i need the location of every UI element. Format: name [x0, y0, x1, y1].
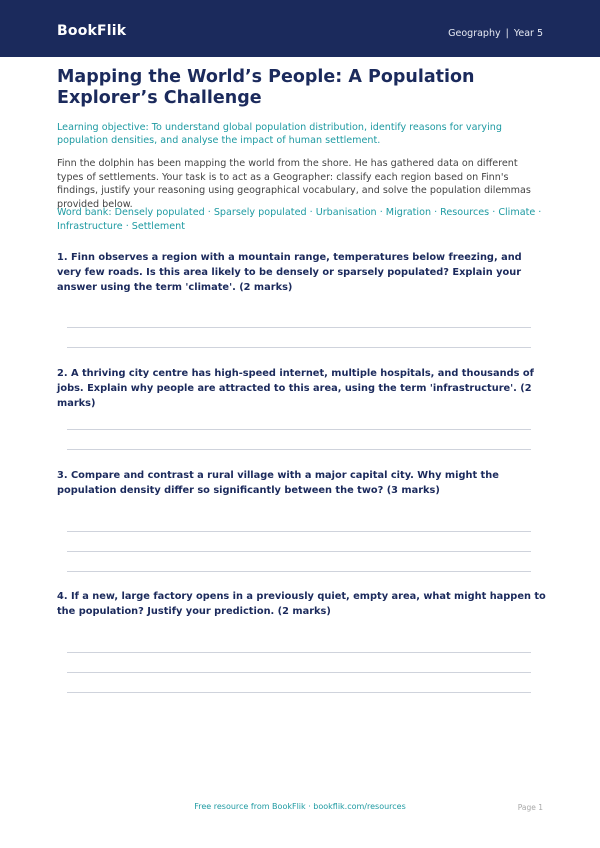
- question-4: 4. If a new, large factory opens in a previously quiet, empty area, what might happen to the population? Justify your prediction. (2 marks): [57, 591, 546, 617]
- brand-logo[interactable]: BookFlik: [57, 23, 127, 39]
- answer-line[interactable]: [67, 692, 531, 693]
- question-2: 2. A thriving city centre has high-speed internet, multiple hospitals, and thousands of jobs. Explain why people are attracted to this area, using the term 'infrastructure'. (2 marks): [57, 368, 534, 409]
- page-number: Page 1: [517, 803, 543, 812]
- subject-label: Geography: [448, 28, 501, 39]
- answer-line[interactable]: [67, 327, 531, 328]
- word-bank: Word bank: Densely populated · Sparsely populated · Urbanisation · Migration · Resources · Climate · Infrastructure · Settlement: [57, 207, 542, 232]
- question-1: 1. Finn observes a region with a mountain range, temperatures below freezing, and very few roads. Is this area likely to be densely or sparsely populated? Explain your answer using the term 'climate'. (2 marks): [57, 252, 522, 293]
- answer-line[interactable]: [67, 652, 531, 653]
- answer-line[interactable]: [67, 531, 531, 532]
- learning-objective: Learning objective: To understand global population distribution, identify reasons for varying population densities, and analyse the impact of human settlement.: [57, 122, 502, 146]
- answer-line[interactable]: [67, 347, 531, 348]
- year-label: Year 5: [513, 28, 543, 39]
- answer-line[interactable]: [67, 571, 531, 572]
- footer-resource-link[interactable]: Free resource from BookFlik · bookflik.com/resources: [194, 802, 406, 811]
- answer-line[interactable]: [67, 551, 531, 552]
- separator: |: [505, 28, 509, 39]
- answer-line[interactable]: [67, 672, 531, 673]
- header-meta: [448, 28, 543, 39]
- header-bar: [0, 0, 600, 57]
- question-3: 3. Compare and contrast a rural village with a major capital city. Why might the population density differ so significantly between the two? (3 marks): [57, 470, 499, 496]
- answer-line[interactable]: [67, 449, 531, 450]
- intro-paragraph: Finn the dolphin has been mapping the world from the shore. He has gathered data on different types of settlements. Your task is to act as a Geographer: classify each region based on Finn's findings, justify your reasoning using geographical vocabulary, and solve the population dilemmas provided below.: [57, 158, 531, 210]
- answer-line[interactable]: [67, 429, 531, 430]
- page-title: Mapping the World’s People: A Population Explorer’s Challenge: [57, 67, 475, 108]
